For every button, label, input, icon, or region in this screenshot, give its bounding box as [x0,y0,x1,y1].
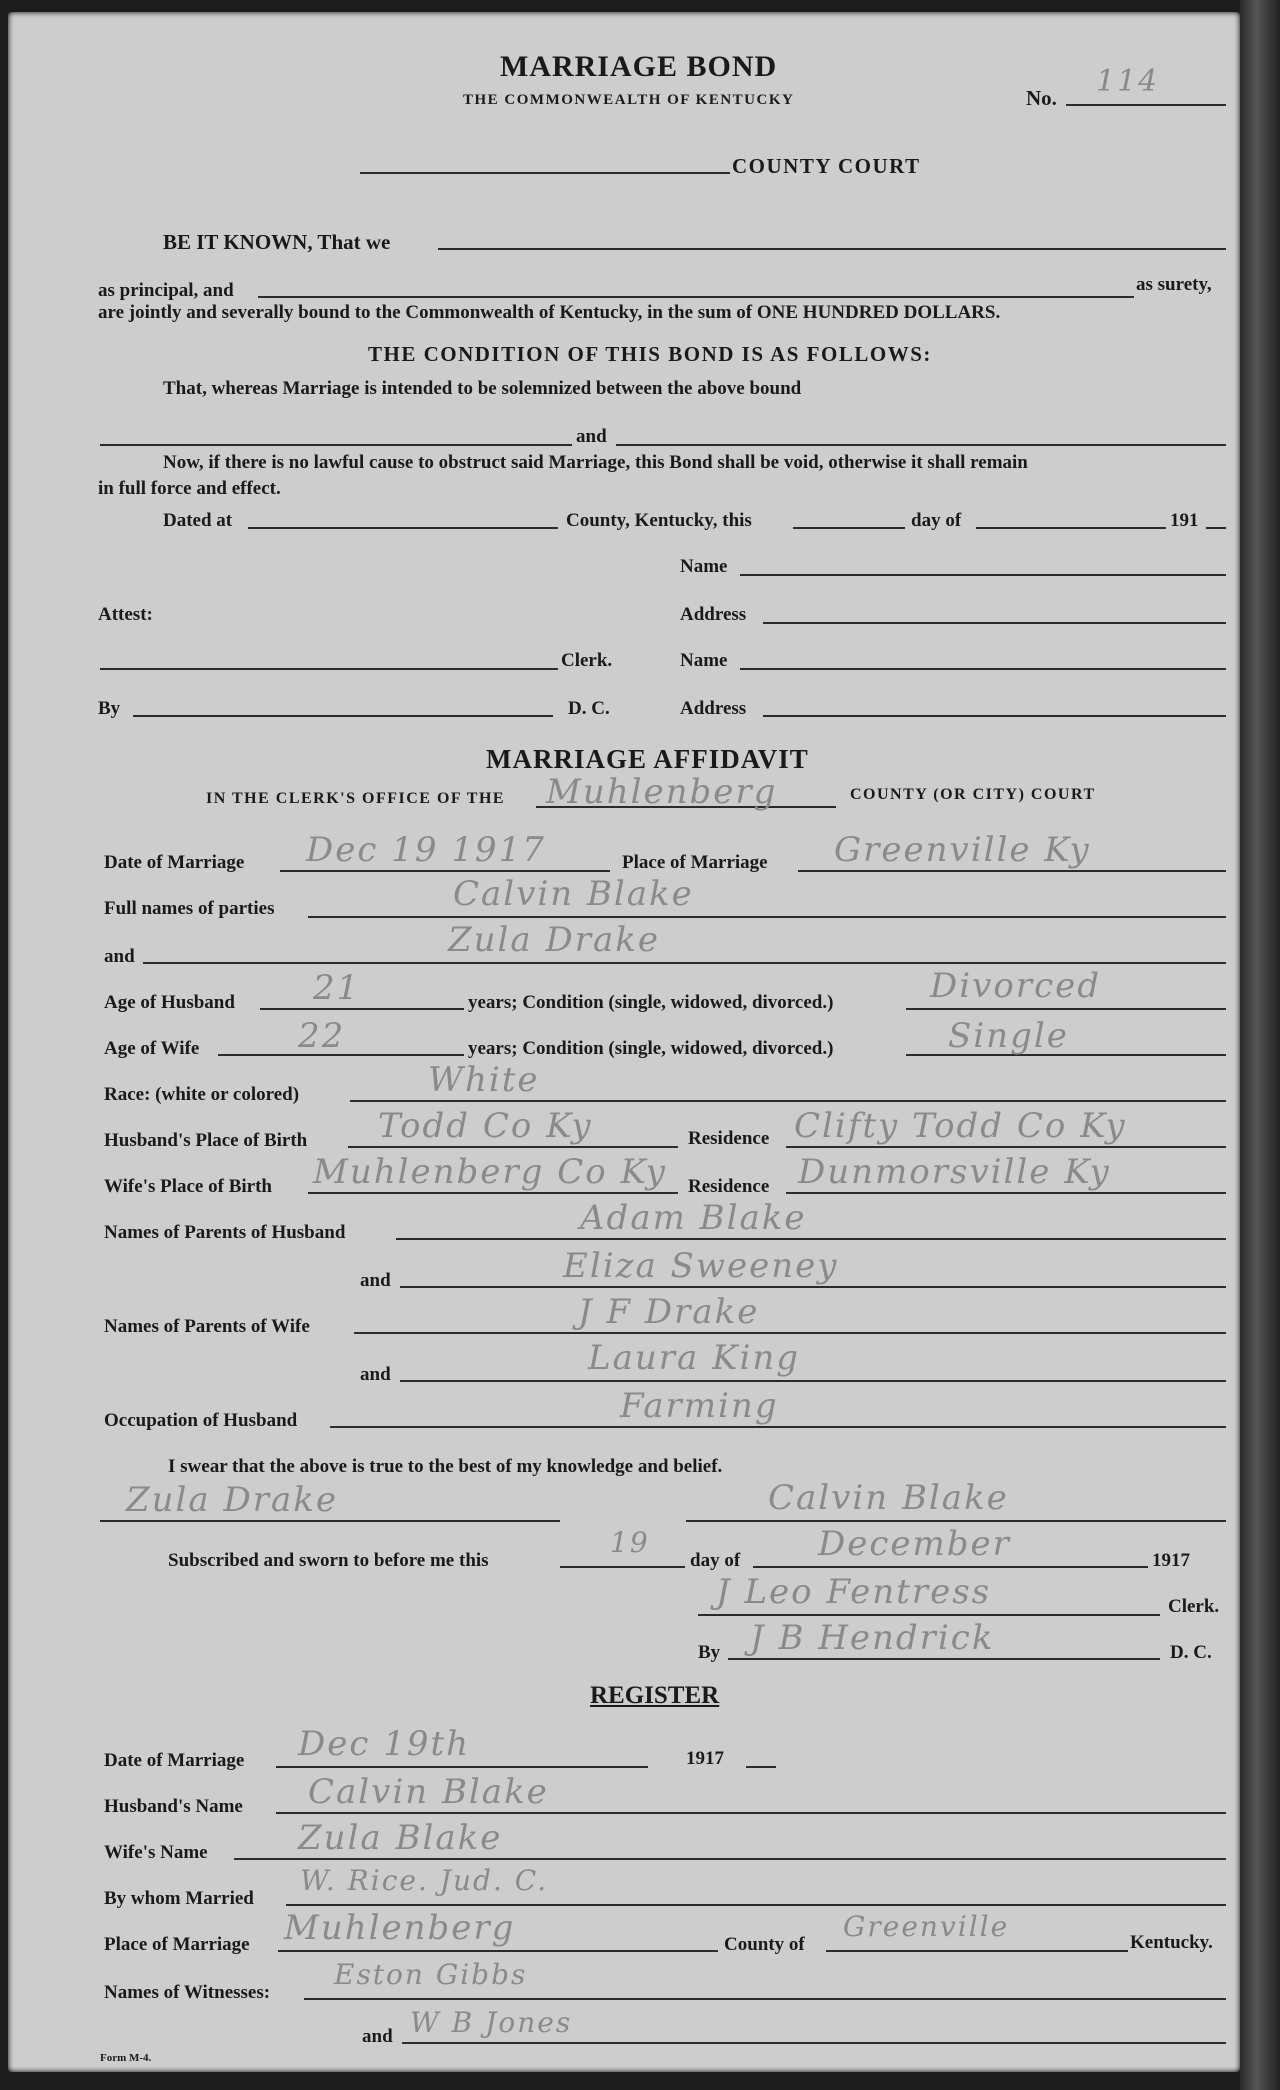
witness-1: Eston Gibbs [334,1958,528,1991]
husband-mother: Eliza Sweeney [563,1246,839,1286]
years-condition-husband: years; Condition (single, widowed, divorced.) [468,992,834,1013]
sworn-day-of: day of [690,1550,741,1571]
surety-address-1: Address [680,604,747,625]
husband-father: Adam Blake [580,1198,807,1238]
number-label: No. [1026,86,1057,110]
affidavit-by-label: By [698,1642,721,1663]
sworn-year: 1917 [1152,1550,1190,1571]
parents-wife-label: Names of Parents of Wife [104,1316,310,1337]
register-place-label: Place of Marriage [104,1934,250,1955]
condition-heading: THE CONDITION OF THIS BOND IS AS FOLLOWS: [368,342,932,366]
subscribed-sworn: Subscribed and sworn to before me this [168,1550,489,1571]
in-clerks-office: IN THE CLERK'S OFFICE OF THE [206,790,506,807]
page-edge [1240,0,1280,2090]
witness-2: W B Jones [410,2006,573,2039]
parents-husband-label: Names of Parents of Husband [104,1222,346,1243]
age-husband-label: Age of Husband [104,992,235,1013]
surety-address-2: Address [680,698,747,719]
by-label: By [98,698,121,719]
county-of-label: County of [724,1934,805,1955]
now-if: Now, if there is no lawful cause to obstruct said Marriage, this Bond shall be void, otherwise it shall remain [163,452,1028,473]
clerk-signature: J Leo Fentress [716,1572,992,1612]
clerk-label: Clerk. [561,650,613,671]
surety-name-1: Name [680,556,728,577]
wife-father: J F Drake [578,1292,760,1332]
and-label: and [104,946,135,967]
register-title: REGISTER [590,1682,720,1709]
date-of-marriage-value: Dec 19 1917 [306,830,546,870]
county-court-label: COUNTY COURT [732,154,921,178]
register-year-value: 1917 [686,1748,724,1769]
affidavit-clerk-label: Clerk. [1168,1596,1220,1617]
by-whom-value: W. Rice. Jud. C. [300,1864,549,1897]
dc-label: D. C. [568,698,610,719]
document-title: MARRIAGE BOND [500,50,778,83]
witnesses-label: Names of Witnesses: [104,1982,271,2003]
register-wife-value: Zula Blake [298,1818,503,1858]
register-date-value: Dec 19th [298,1724,471,1764]
county-or-city-court: COUNTY (OR CITY) COURT [850,786,1096,803]
be-it-known: BE IT KNOWN, That we [163,230,391,254]
wife-residence-label: Residence [688,1176,770,1197]
age-wife-value: 22 [298,1016,346,1056]
register-date-label: Date of Marriage [104,1750,245,1771]
race-label: Race: (white or colored) [104,1084,300,1105]
husband-signature: Calvin Blake [768,1478,1009,1518]
husband-birth-label: Husband's Place of Birth [104,1130,308,1151]
dc-signature: J B Hendrick [750,1618,995,1658]
by-whom-label: By whom Married [104,1888,254,1909]
day-of: day of [911,510,962,531]
party-husband: Calvin Blake [453,874,694,914]
form-number: Form M-4. [100,2052,152,2064]
jointly-bound: are jointly and severally bound to the Commonwealth of Kentucky, in the sum of ONE HUNDRED DOLLARS. [98,302,1001,323]
full-names-label: Full names of parties [104,898,275,919]
sworn-day: 19 [610,1526,650,1559]
wife-condition-value: Single [948,1016,1069,1056]
occupation-label: Occupation of Husband [104,1410,298,1431]
husband-residence-value: Clifty Todd Co Ky [794,1106,1127,1146]
register-place-value: Muhlenberg [284,1908,516,1948]
wife-mother: Laura King [588,1338,801,1378]
occupation-value: Farming [620,1386,779,1426]
wife-signature: Zula Drake [126,1480,338,1520]
document-subtitle: THE COMMONWEALTH OF KENTUCKY [463,92,795,108]
age-husband-value: 21 [313,968,361,1008]
affidavit-title: MARRIAGE AFFIDAVIT [486,744,809,774]
years-condition-wife: years; Condition (single, widowed, divorced.) [468,1038,834,1059]
bond-and: and [576,426,607,447]
year-prefix: 191 [1170,510,1199,531]
sworn-month: December [818,1524,1011,1564]
dated-at: Dated at [163,510,233,531]
that-whereas: That, whereas Marriage is intended to be solemnized between the above bound [163,378,802,399]
full-force: in full force and effect. [98,478,281,499]
register-husband-value: Calvin Blake [308,1772,549,1812]
wife-residence-value: Dunmorsville Ky [798,1152,1111,1192]
as-principal: as principal, and [98,280,234,301]
wife-birth-label: Wife's Place of Birth [104,1176,272,1197]
bond-number: 114 [1096,64,1160,99]
as-surety: as surety, [1136,274,1212,295]
age-wife-label: Age of Wife [104,1038,200,1059]
kentucky-label: Kentucky. [1130,1932,1213,1953]
husband-condition-value: Divorced [930,966,1101,1006]
race-value: White [428,1060,540,1100]
place-of-marriage-value: Greenville Ky [834,830,1091,870]
marriage-bond-document [8,12,1240,2072]
county-ky-this: County, Kentucky, this [566,510,752,531]
party-wife: Zula Drake [448,920,660,960]
attest-label: Attest: [98,604,153,625]
register-county-value: Greenville [843,1910,1010,1943]
register-husband-label: Husband's Name [104,1796,243,1817]
parents-wife-and: and [360,1364,391,1385]
husband-residence-label: Residence [688,1128,770,1149]
surety-name-2: Name [680,650,728,671]
register-wife-label: Wife's Name [104,1842,208,1863]
witnesses-and: and [362,2026,393,2047]
swear-statement: I swear that the above is true to the best of my knowledge and belief. [168,1456,723,1477]
wife-birth-value: Muhlenberg Co Ky [313,1152,667,1192]
affidavit-dc-label: D. C. [1170,1642,1212,1663]
date-of-marriage-label: Date of Marriage [104,852,245,873]
place-of-marriage-label: Place of Marriage [622,852,768,873]
affidavit-county: Muhlenberg [546,772,778,812]
husband-birth-value: Todd Co Ky [378,1106,593,1146]
parents-husband-and: and [360,1270,391,1291]
